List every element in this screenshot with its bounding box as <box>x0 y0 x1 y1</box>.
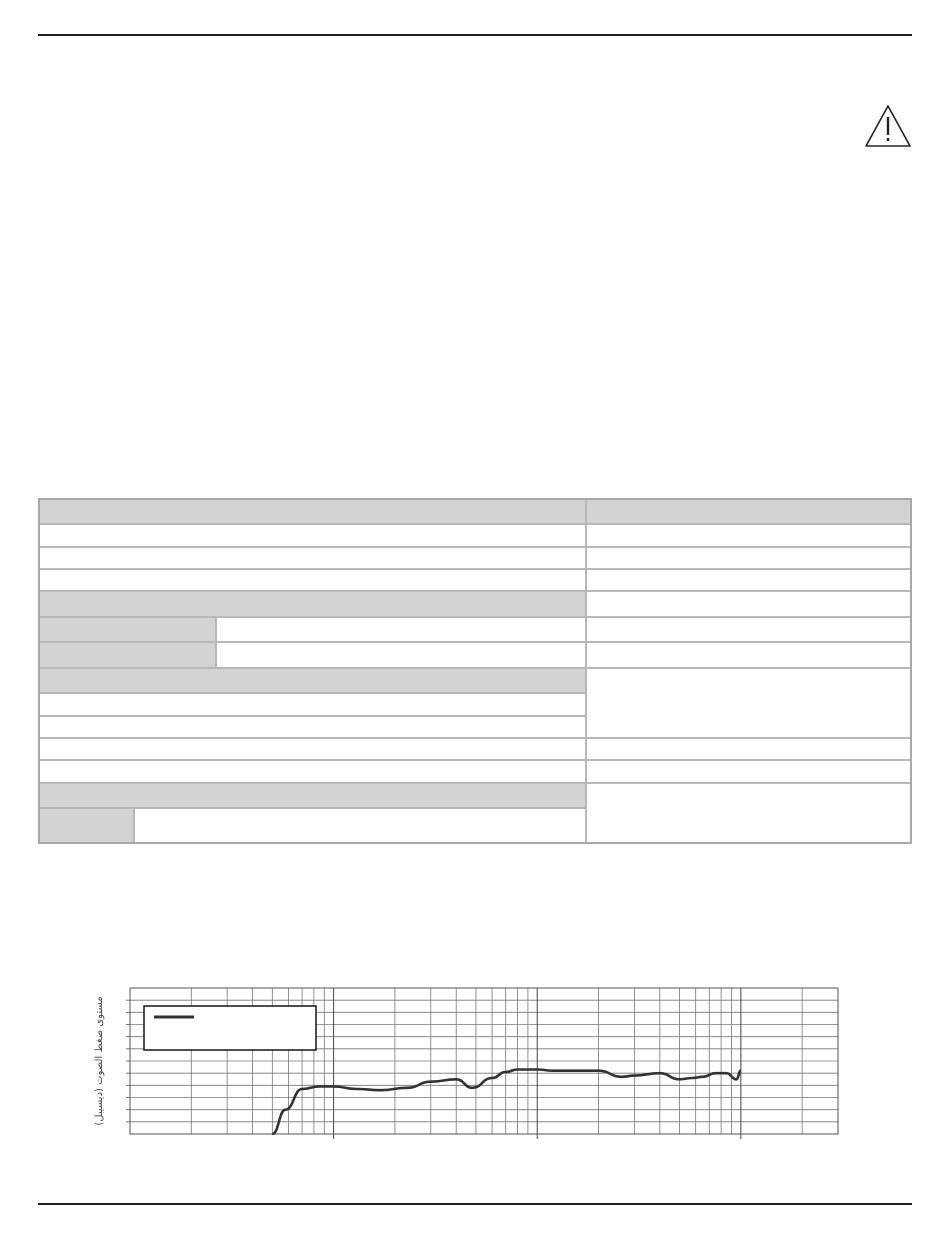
table-cell <box>586 617 912 642</box>
legend-box <box>144 1006 316 1050</box>
bottom-rule <box>38 1203 912 1205</box>
table-cell <box>586 524 912 547</box>
warning-triangle-icon <box>864 104 912 148</box>
table-cell <box>38 738 586 760</box>
table-cell <box>216 642 586 668</box>
table-cell <box>38 524 586 547</box>
table-cell <box>38 716 586 738</box>
specifications-table <box>38 498 912 844</box>
table-cell <box>134 808 586 844</box>
table-sublabel-cell <box>38 808 134 844</box>
table-merged-cell <box>586 668 912 738</box>
table-cell <box>586 591 912 617</box>
y-axis-label: مستوى ضغط الصوت (ديسيبل) <box>94 996 105 1126</box>
table-cell <box>38 569 586 591</box>
table-cell <box>586 547 912 569</box>
table-cell <box>586 738 912 760</box>
table-cell <box>38 547 586 569</box>
series-line-0 <box>272 1070 741 1135</box>
table-header-cell <box>38 498 586 524</box>
chart-series-layer <box>272 1070 741 1135</box>
table-cell <box>586 642 912 668</box>
table-cell <box>586 569 912 591</box>
table-sublabel-cell <box>38 617 216 642</box>
legend <box>144 1006 316 1050</box>
table-section-cell <box>38 668 586 693</box>
table-cell <box>38 693 586 716</box>
table-merged-cell <box>586 783 912 844</box>
table-section-cell <box>38 783 586 808</box>
top-rule <box>38 34 912 36</box>
table-sublabel-cell <box>38 642 216 668</box>
table-section-cell <box>38 591 586 617</box>
table-header-cell <box>586 498 912 524</box>
table-cell <box>216 617 586 642</box>
table-cell <box>38 760 586 783</box>
frequency-response-chart <box>60 978 860 1158</box>
table-cell <box>586 760 912 783</box>
